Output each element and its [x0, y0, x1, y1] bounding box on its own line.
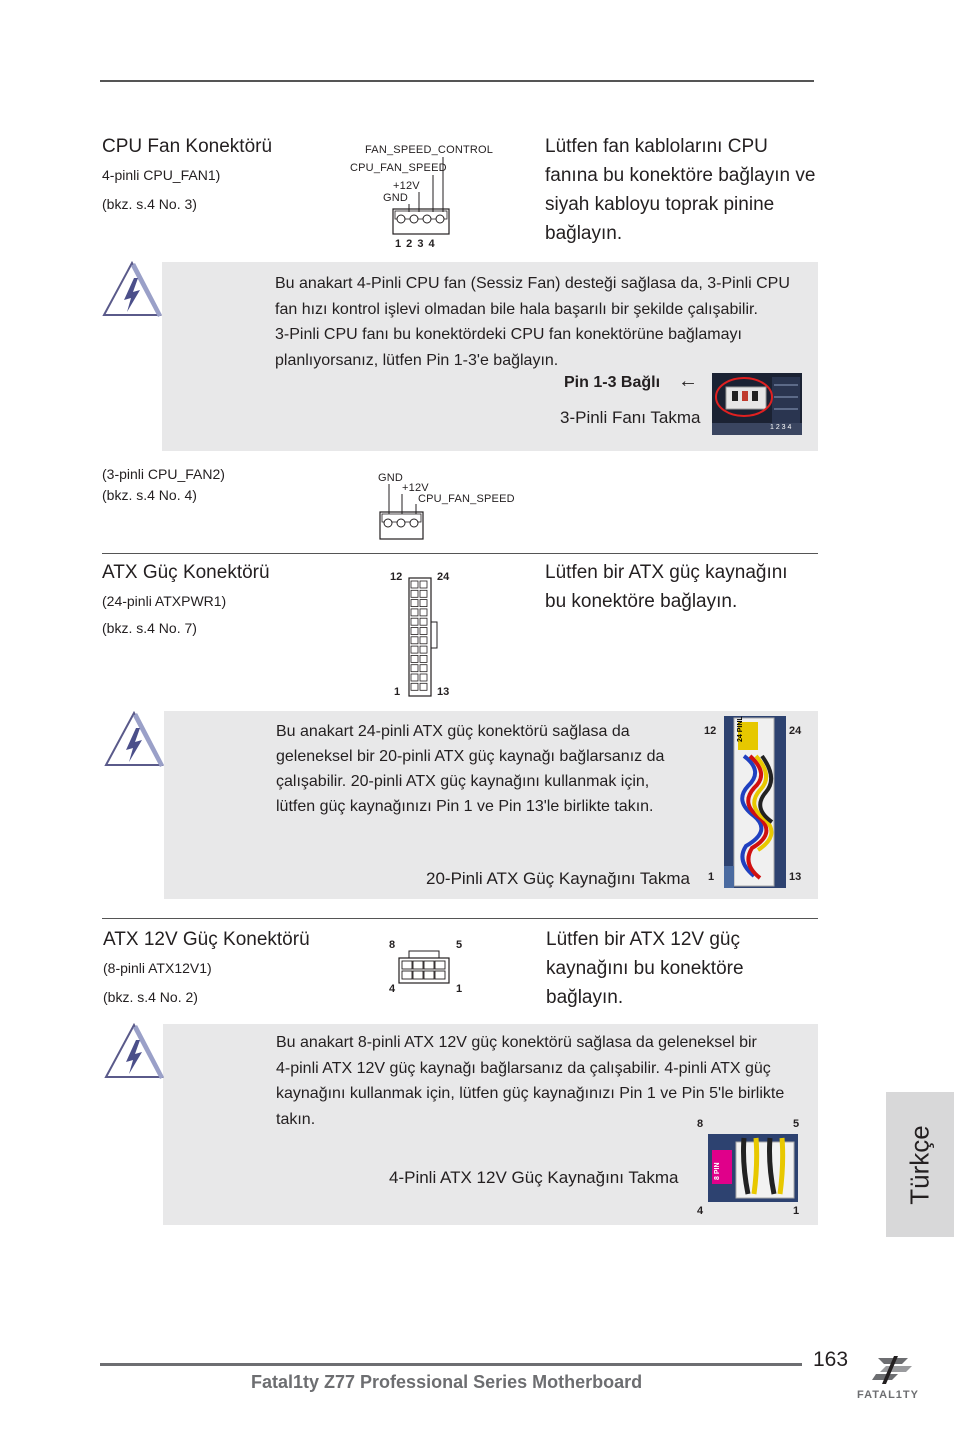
fan2-gnd-label: GND	[378, 472, 404, 484]
atx12v-cable-photo-icon	[708, 1134, 798, 1202]
atx-description: Lütfen bir ATX güç kaynağını bu konektöre bağlayın.	[545, 562, 788, 612]
fatal1ty-logo-icon	[868, 1352, 918, 1388]
atx-pin-cell	[411, 637, 418, 644]
atx12v-description: Lütfen bir ATX 12V güç kaynağını bu konektöre bağlayın.	[546, 929, 744, 1008]
fatal1ty-logo-text: FATAL1TY	[857, 1389, 919, 1401]
language-tab	[886, 1092, 954, 1237]
cpu-fan-title: CPU Fan Konektörü	[102, 136, 273, 157]
atx-pin-cell	[420, 674, 427, 681]
atx-pin-cell	[420, 609, 427, 616]
atx-pin-cell	[411, 628, 418, 635]
atx-pin-info: (24-pinli ATXPWR1)	[102, 593, 227, 609]
atx12v-photo-label: 8 PIN	[714, 1162, 721, 1180]
atx-pin-cell	[420, 646, 427, 653]
pin-1-3-label: Pin 1-3 Bağlı	[564, 374, 661, 391]
cpu-fan2-ref: (bkz. s.4 No. 4)	[102, 487, 197, 503]
atx-20pin-photo	[724, 716, 786, 888]
warning-icon	[102, 710, 166, 770]
atx12v-4pin-caption: 4-Pinli ATX 12V Güç Kaynağını Takma	[389, 1168, 679, 1187]
atx-pin-cell	[411, 600, 418, 607]
atx-pin-cell	[411, 590, 418, 597]
page-number: 163	[813, 1348, 849, 1371]
cpu-fan2-connector-icon	[375, 470, 515, 545]
atx-note-text: Bu anakart 24-pinli ATX güç konektörü sağlasa da geleneksel bir 20-pinli ATX güç kaynağı bağlarsanız da çalışabilir. 20-pinli ATX güç kaynağını kullanmak için, lütfen güç kaynağınızı Pin 1 ve Pin 13'le birlikte takın.	[276, 723, 665, 815]
atx-pin-cell	[420, 618, 427, 625]
arrow-left-icon: ←	[678, 370, 698, 392]
atx-pin-cell	[411, 581, 418, 588]
cpu-fan2-pin-info: (3-pinli CPU_FAN2)	[102, 466, 225, 482]
language-tab-label: Türkçe	[904, 1124, 935, 1205]
cpu-fan-pin-info: 4-pinli CPU_FAN1)	[102, 167, 221, 183]
atx-pin-cell	[411, 646, 418, 653]
atx-pin-cell	[411, 683, 418, 690]
fan-speed-control-label: FAN_SPEED_CONTROL	[365, 144, 494, 156]
cpu-fan-diagram	[340, 140, 500, 255]
three-pin-fan-caption: 3-Pinli Fanı Takma	[560, 408, 701, 427]
atx-20pin-caption: 20-Pinli ATX Güç Kaynağını Takma	[426, 869, 690, 888]
atx-photo-pin-24: 24	[789, 725, 802, 737]
footer-title: Fatal1ty Z77 Professional Series Motherboard	[251, 1372, 643, 1392]
atx12v-pin-8: 8	[389, 939, 396, 951]
top-rule	[100, 80, 814, 82]
v12-label: +12V	[393, 180, 420, 192]
atx-cable-photo-icon	[724, 716, 786, 888]
atx12v-pin-4: 4	[389, 983, 396, 995]
atx-pin-cell	[420, 590, 427, 597]
atx-connector-latch	[431, 622, 437, 648]
atx12v-pin-info: (8-pinli ATX12V1)	[103, 960, 212, 976]
atx-pin-cell	[411, 618, 418, 625]
atx-pin-13: 13	[437, 686, 450, 698]
atx12v-pin-1: 1	[456, 983, 463, 995]
atx-diagram	[385, 568, 465, 703]
section-rule	[102, 918, 818, 919]
atx12v-photo-pin-8: 8	[697, 1118, 704, 1130]
atx-pin-cell	[420, 637, 427, 644]
footer-rule	[100, 1363, 802, 1366]
atx12v-ref: (bkz. s.4 No. 2)	[103, 989, 198, 1005]
atx-photo-label: 24 PINL	[737, 716, 744, 742]
cpu-fan-pin-numbers: 1 2 3 4	[395, 238, 435, 250]
atx-photo-pin-13: 13	[789, 871, 802, 883]
atx-photo-pin-1: 1	[708, 871, 715, 883]
atx12v-8pin-connector-icon	[385, 936, 475, 1001]
atx-ref: (bkz. s.4 No. 7)	[102, 620, 197, 636]
cpu-fan-ref: (bkz. s.4 No. 3)	[102, 196, 197, 212]
atx12v-photo-pin-1: 1	[793, 1205, 800, 1217]
atx-pin-cell	[420, 655, 427, 662]
atx-photo-pin-12: 12	[704, 725, 717, 737]
atx12v-4pin-photo	[708, 1134, 798, 1202]
atx12v-diagram	[385, 936, 475, 1001]
cpu-fan2-diagram	[375, 470, 515, 545]
atx-pin-cell	[411, 674, 418, 681]
atx12v-photo-pin-4: 4	[697, 1205, 704, 1217]
atx-pin-cell	[411, 609, 418, 616]
fan2-v12-label: +12V	[402, 482, 429, 494]
section-rule	[102, 553, 818, 554]
atx-pin-cell	[411, 665, 418, 672]
fan2-speed-label: CPU_FAN_SPEED	[418, 493, 515, 505]
atx-title: ATX Güç Konektörü	[102, 562, 270, 583]
atx-pin-12: 12	[390, 571, 403, 583]
three-pin-fan-photo	[712, 373, 802, 435]
atx12v-pin-5: 5	[456, 939, 463, 951]
atx-pin-1: 1	[394, 686, 401, 698]
atx-pin-24: 24	[437, 571, 450, 583]
warning-icon	[102, 1022, 166, 1082]
cpu-fan-description: Lütfen fan kablolarını CPU fanına bu konektöre bağlayın ve siyah kabloyu toprak pinine bağlayın.	[545, 136, 816, 244]
atx-pin-cell	[411, 655, 418, 662]
atx12v-title: ATX 12V Güç Konektörü	[103, 929, 310, 950]
cpu-fan-speed-label: CPU_FAN_SPEED	[350, 162, 447, 174]
atx-24pin-connector-icon	[385, 568, 465, 703]
atx12v-photo-pin-5: 5	[793, 1118, 800, 1130]
cpu-fan-note-text: Bu anakart 4-Pinli CPU fan (Sessiz Fan) desteği sağlasa da, 3-Pinli CPU fan hızı kontrol işlevi olmadan bile hala başarılı bir şekilde çalışabilir. 3-Pinli CPU fanı bu konektördeki CPU fan konektörüne bağlamayı planlıyorsanız, lütfen Pin 1-3'e bağlayın.	[275, 275, 790, 369]
atx12v-note-text: Bu anakart 8-pinli ATX 12V güç konektörü sağlasa da geleneksel bir 4-pinli ATX 12V güç kaynağı bağlarsanız da çalışabilir. 4-pinli ATX güç kaynağını kullanmak için, lütfen güç kaynağınızı Pin 1 ve Pin 5'le birlikte takın.	[276, 1034, 785, 1128]
photo-pin-numbers: 1 2 3 4	[770, 424, 792, 431]
atx-pin-cell	[420, 581, 427, 588]
atx-pin-cell	[420, 665, 427, 672]
warning-icon	[100, 260, 164, 320]
atx-pin-cell	[420, 628, 427, 635]
atx-pin-cell	[420, 683, 427, 690]
gnd-label: GND	[383, 192, 409, 204]
atx-pin-cell	[420, 600, 427, 607]
